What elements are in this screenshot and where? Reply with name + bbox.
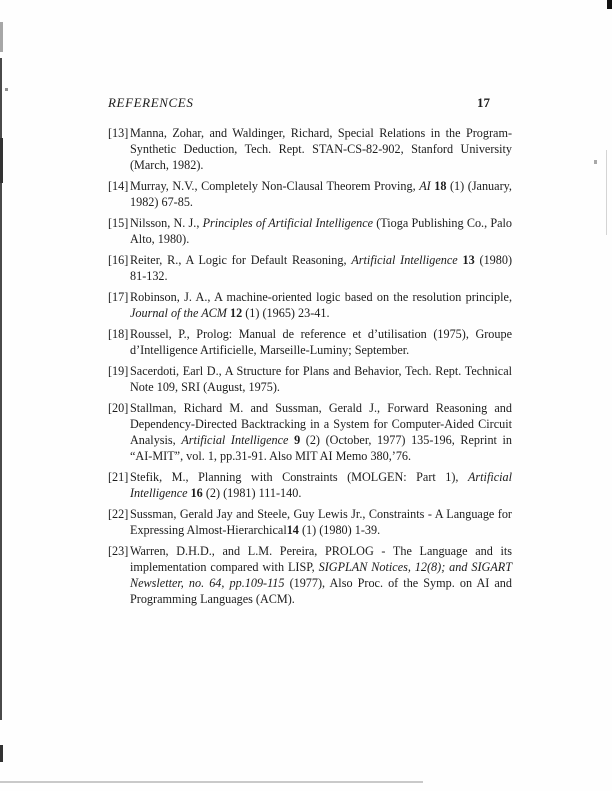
reference-label: [18]	[108, 327, 129, 341]
reference-label: [19]	[108, 364, 129, 378]
reference-segment-italic: Artificial Intelligence	[130, 470, 512, 500]
reference-text	[130, 543, 512, 607]
section-title: REFERENCES	[108, 95, 194, 110]
reference-segment-roman: Manna, Zohar, and Waldinger, Richard, Special Relations in the Program-Synthetic Deduction, Tech. Rept. STAN-CS-82-902, Stanford University (March, 1982).	[130, 126, 512, 172]
reference-label: [14]	[108, 179, 129, 193]
scan-artifact-left-dark-segment	[0, 138, 3, 183]
reference-segment-bold: 13	[462, 253, 475, 267]
reference-segment-roman: Robinson, J. A., A machine-oriented logic based on the resolution principle,	[130, 290, 512, 304]
reference-text	[130, 363, 512, 395]
reference-segment-italic: SIGPLAN Notices, 12(8); and SIGART Newsletter, no. 64, pp.109-115	[130, 560, 512, 590]
reference-segment-roman: Nilsson, N. J.,	[130, 216, 203, 230]
reference-label: [17]	[108, 290, 129, 304]
reference-segment-roman: (1980) 81-132.	[130, 253, 513, 283]
reference-text	[130, 125, 512, 173]
reference-text	[130, 178, 512, 210]
reference-label: [16]	[108, 253, 129, 267]
reference-label: [13]	[108, 126, 129, 140]
reference-label: [15]	[108, 216, 129, 230]
reference-text	[130, 252, 512, 284]
scan-artifact-left-bottom-mark	[0, 745, 3, 762]
running-head	[108, 96, 512, 110]
page-number: 17	[477, 95, 490, 110]
reference-text	[130, 469, 512, 501]
reference-label: [21]	[108, 470, 129, 484]
reference-segment-italic: Artificial Intelligence	[181, 433, 295, 447]
reference-segment-roman: Murray, N.V., Completely Non-Clausal Theorem Proving,	[130, 179, 420, 193]
reference-segment-roman: (1) (1965) 23-41.	[242, 306, 330, 320]
reference-segment-bold: 18	[434, 179, 447, 193]
reference-entry	[108, 363, 512, 395]
reference-entry	[108, 178, 512, 210]
reference-text	[130, 400, 512, 464]
reference-entry	[108, 125, 512, 173]
scan-artifact-left-streak	[0, 22, 3, 52]
reference-entry	[108, 326, 512, 358]
scan-artifact-speck	[5, 88, 8, 91]
reference-text	[130, 506, 512, 538]
reference-segment-roman: Reiter, R., A Logic for Default Reasoning,	[130, 253, 352, 267]
reference-segment-bold: 9	[294, 433, 301, 447]
reference-segment-roman: Stallman, Richard M. and Sussman, Gerald J., Forward Reasoning and Dependency-Directed Backtracking in a System for Computer-Aided Circuit Analysis,	[130, 401, 512, 447]
reference-segment-italic: Principles of Artificial Intelligence	[202, 216, 374, 230]
reference-entry	[108, 289, 512, 321]
scan-artifact-right-edge-line	[606, 150, 607, 235]
reference-segment-roman: (1) (1980) 1-39.	[298, 523, 381, 537]
reference-segment-roman: (2) (1981) 111-140.	[202, 486, 302, 500]
reference-segment-roman: Roussel, P., Prolog: Manual de reference et d’utilisation (1975), Groupe d’Intelligence Artificielle, Marseille-Luminy; September.	[130, 327, 512, 357]
reference-segment-roman: (Tioga Publishing Co., Palo Alto, 1980).	[130, 216, 512, 246]
reference-label: [20]	[108, 401, 129, 415]
reference-segment-italic: Journal of the ACM	[130, 306, 230, 320]
reference-entry	[108, 469, 512, 501]
reference-segment-roman: (2) (October, 1977) 135-196, Reprint in “AI-MIT”, vol. 1, pp.31-91. Also MIT AI Memo 380,’76.	[130, 433, 513, 463]
scan-artifact-speck	[594, 160, 597, 164]
reference-segment-roman: Stefik, M., Planning with Constraints (MOLGEN: Part 1),	[130, 470, 468, 484]
reference-segment-roman: Warren, D.H.D., and L.M. Pereira, PROLOG - The Language and its implementation compared with LISP,	[130, 544, 512, 574]
reference-text	[130, 289, 512, 321]
reference-segment-roman: Sacerdoti, Earl D., A Structure for Plans and Behavior, Tech. Rept. Technical Note 109, SRI (August, 1975).	[130, 364, 512, 394]
reference-segment-italic: AI	[419, 179, 435, 193]
reference-entry	[108, 215, 512, 247]
scan-artifact-top-right-mark	[607, 0, 612, 9]
reference-entry	[108, 543, 512, 607]
reference-segment-roman: (1977), Also Proc. of the Symp. on AI and Programming Languages (ACM).	[130, 576, 512, 606]
reference-segment-bold: 16	[190, 486, 203, 500]
reference-segment-roman: (1) (January, 1982) 67-85.	[130, 179, 512, 209]
reference-label: [23]	[108, 544, 129, 558]
reference-segment-italic: Artificial Intelligence	[351, 253, 463, 267]
reference-segment-roman: Sussman, Gerald Jay and Steele, Guy Lewis Jr., Constraints - A Language for Expressing Almost-Hierarchical	[130, 507, 512, 537]
reference-entry	[108, 252, 512, 284]
scan-artifact-bottom-line	[0, 781, 423, 783]
reference-text	[130, 326, 512, 358]
reference-label: [22]	[108, 507, 129, 521]
references-list	[108, 125, 512, 607]
reference-segment-bold: 12	[229, 306, 243, 320]
reference-entry	[108, 400, 512, 464]
page-content	[108, 96, 512, 612]
reference-segment-bold: 14	[286, 523, 299, 537]
reference-entry	[108, 506, 512, 538]
reference-text	[130, 215, 512, 247]
